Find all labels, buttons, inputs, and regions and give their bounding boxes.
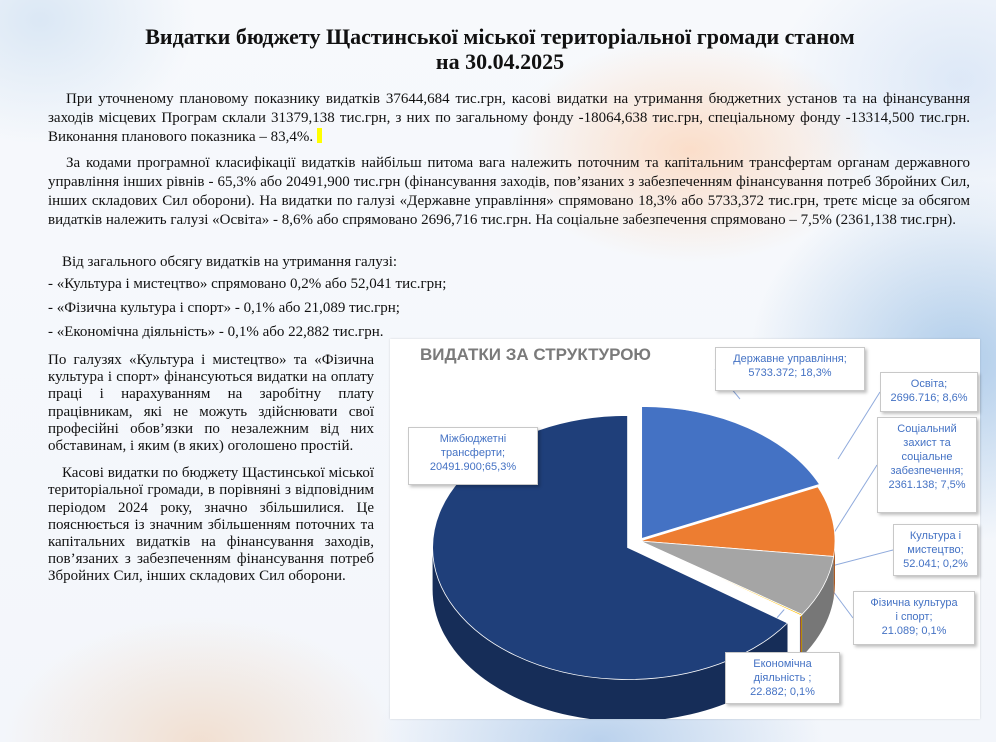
data-label-економічна-діяльність [725,652,840,704]
bullet-culture: - «Культура і мистецтво» спрямовано 0,2% або 52,041 тис.грн; [48,276,447,292]
paragraph-classification: За кодами програмної класифікації видатків найбільш питома вага належить поточним та капітальним трансфертам органам державного управління інших рівнів - 65,3% або 20491,900 тис.грн (фінансування заходів, пов’язаних з забезпеченням фінансування потреб Збройних Сил, інших складових Сил оборони). На видатки по галузі «Державне управління» спрямовано 18,3% або 5733,372 тис.грн, третє місце за обсягом видатків належить галузі «Освіта» - 8,6% або спрямовано 2696,716 тис.грн. На соціальне забезпечення спрямовано – 7,5% (2361,138 тис.грн). [48,155,970,228]
data-label-line: 22.882; 0,1% [750,686,815,698]
paragraph-sectors-intro: Від загального обсягу видатків на утримання галузі: [62,254,398,270]
data-label-line: 21.089; 0,1% [881,625,947,637]
data-label-line: трансферти; [440,447,506,459]
data-label-line: захист та [903,437,951,449]
left-column-text [48,352,374,586]
bullet-economy: - «Економічна діяльність» - 0,1% або 22,882 тис.грн. [48,324,384,340]
leader-line-соціальний-захист-та-соціальне-забезпечення [830,465,877,539]
data-label-line: 2696.716; 8,6% [890,392,968,404]
data-label-line: Міжбюджетні [439,433,507,445]
text-highlight-mark [317,128,322,143]
paragraph-plan-execution-text: При уточненому плановому показнику видатків 37644,684 тис.грн, касові видатки на утримання бюджетних установ та на фінансування заходів місцевих Програм склали 31379,138 тис.грн, з них по загальному фонду -18064,638 тис.грн, спеціальному фонду -13314,500 тис.грн. Виконання планового показника – 83,4%. [48,91,970,145]
page-title [40,24,960,74]
data-label-соціальний-захист-та-соціальне-забезпечення [877,417,977,513]
data-label-line: діяльність ; [753,672,812,684]
data-label-line: Соціальний [897,423,957,435]
data-label-line: 2361.138; 7,5% [888,479,966,491]
left-paragraph-1: По галузях «Культура і мистецтво» та «Фізична культура і спорт» фінансуються видатки на оплату праці і нарахуванням на заробітну плату працівникам, які не можуть здійснювати свої професійні обов’язки по незалежним від них обставинам, і яким (в яких) оголошено простій. [48,352,374,455]
left-paragraph-2: Касові видатки по бюджету Щастинської міської територіальної громади, в порівняні з відповідним періодом 2024 року, значно збільшилися. Це пояснюється із значним збільшенням поточних та капітальних видатків на фінансування заходів, пов’язаних з забезпеченням фінансування потреб Збройних Сил, інших складових Сил оборони. [48,465,374,585]
data-label-line: Фізична культура [870,597,958,609]
data-label-line: 5733.372; 18,3% [748,367,832,379]
data-label-line: Освіта; [910,378,948,390]
data-label-культура-і-мистецтво [893,524,978,576]
paragraph-plan-execution [48,90,970,147]
data-label-line: Економічна [753,658,812,670]
leader-line-освіта [838,392,880,459]
data-label-line: забезпечення; [890,465,964,477]
data-label-line: Державне управління; [733,353,847,365]
data-label-line: 52.041; 0,2% [903,558,968,570]
pie-chart-box [390,339,980,719]
title-line-2: на 30.04.2025 [435,49,565,74]
data-label-line: 20491.900;65,3% [429,461,517,473]
data-label-line: соціальне [901,451,953,463]
data-label-освіта [880,372,978,412]
title-line-1: Видатки бюджету Щастинської міської територіальної громади станом [145,24,855,49]
data-label-міжбюджетні-трансферти [408,427,538,485]
data-label-line: мистецтво; [907,544,964,556]
data-label-фізична-культура-і-спорт [853,591,975,645]
data-label-line: і спорт; [895,611,933,623]
data-label-державне-управління [715,347,865,391]
bullet-sport: - «Фізична культура і спорт» - 0,1% або 21,089 тис.грн; [48,300,400,316]
chart-title: ВИДАТКИ ЗА СТРУКТУРОЮ [420,345,651,364]
data-label-line: Культура і [909,530,962,542]
